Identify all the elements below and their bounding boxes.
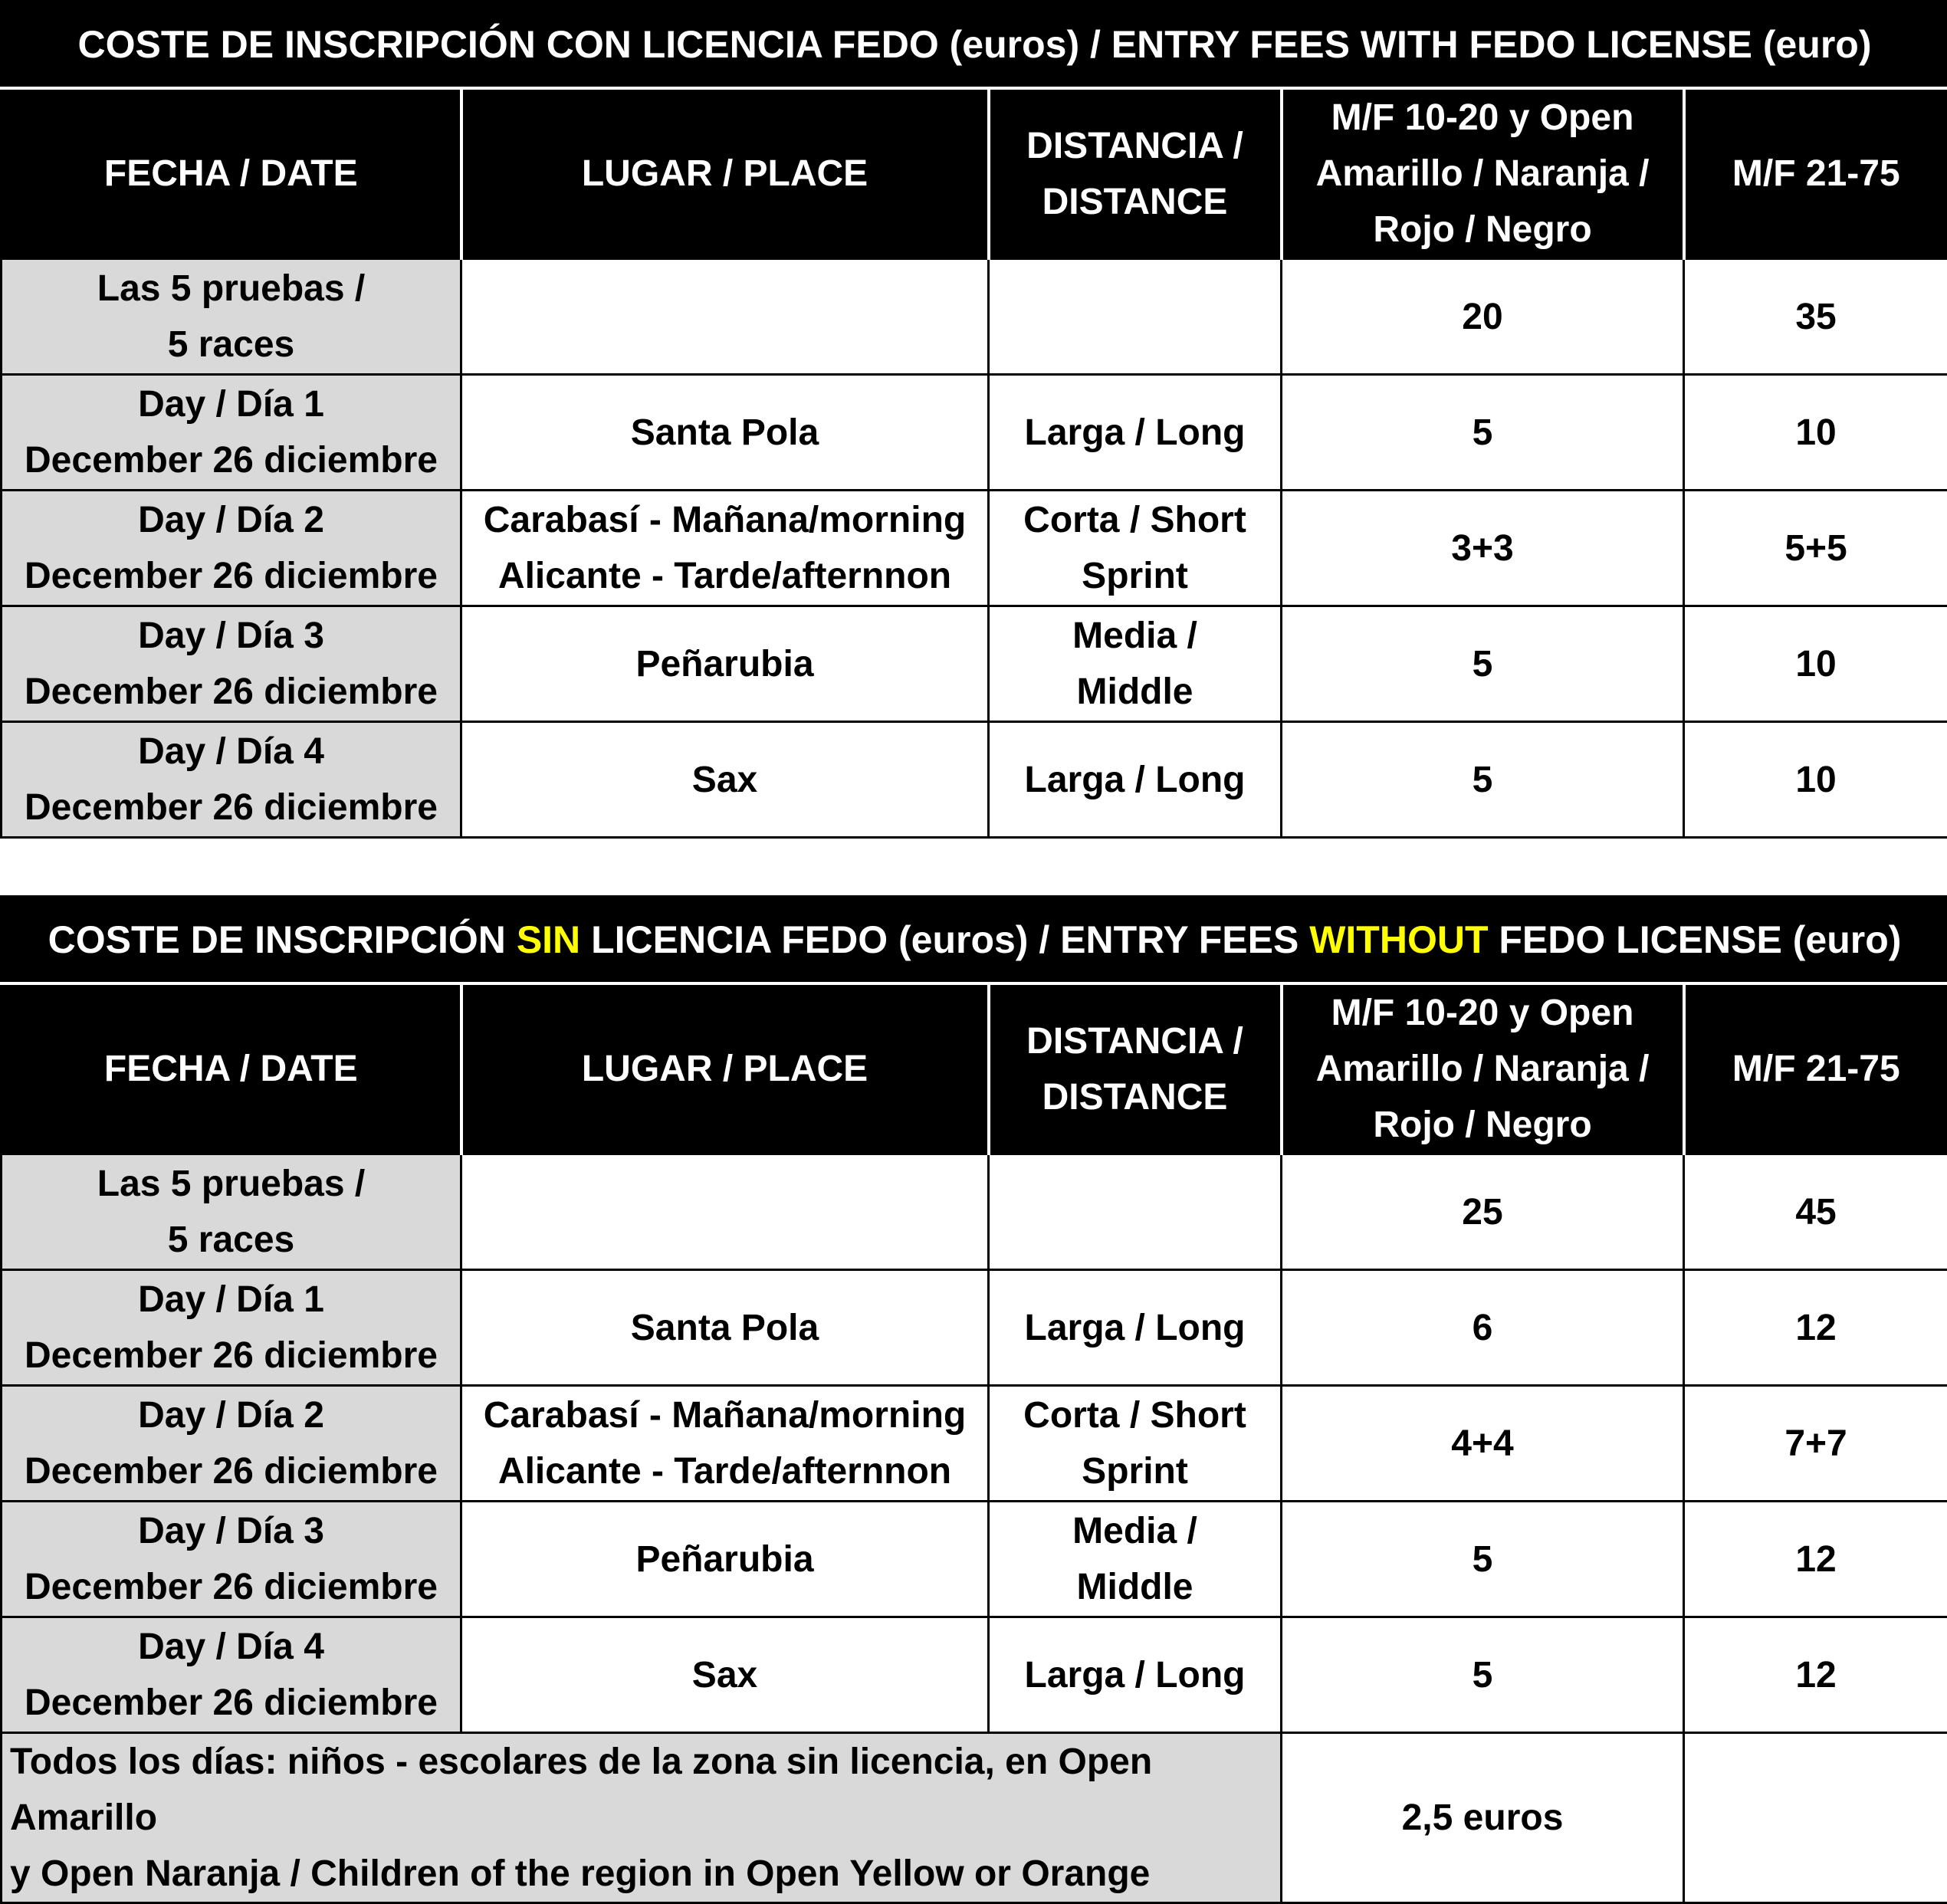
- fee-junior-cell: 20: [1282, 259, 1684, 375]
- place-cell: [461, 1386, 989, 1502]
- distance-cell-line: Larga / Long: [994, 1647, 1276, 1703]
- date-cell: [2, 1386, 461, 1502]
- fee-junior-cell: 4+4: [1282, 1386, 1684, 1502]
- place-cell-line: Peñarubia: [467, 1531, 983, 1587]
- table-row: [2, 1617, 1947, 1733]
- table-body: [2, 1154, 1947, 1733]
- fee-senior-cell: 12: [1684, 1270, 1947, 1386]
- distance-cell-line: Corta / Short: [994, 1387, 1276, 1443]
- fee-senior-cell: 12: [1684, 1502, 1947, 1617]
- distance-cell-line: Larga / Long: [994, 752, 1276, 808]
- place-cell-line: Carabasí - Mañana/morning: [467, 1387, 983, 1443]
- date-cell-line: Day / Día 2: [7, 492, 455, 548]
- date-cell-line: December 26 diciembre: [7, 1328, 455, 1384]
- header-line: DISTANCE: [995, 174, 1276, 230]
- table-row: [2, 1502, 1947, 1617]
- header-date: FECHA / DATE: [2, 983, 461, 1154]
- distance-cell: [989, 1617, 1282, 1733]
- fee-senior-cell: 5+5: [1684, 491, 1947, 606]
- place-cell: [461, 375, 989, 491]
- title-part: LICENCIA FEDO (euros) / ENTRY FEES: [580, 918, 1309, 961]
- header-place: LUGAR / PLACE: [461, 983, 989, 1154]
- header-junior-open: [1282, 88, 1684, 259]
- distance-cell-line: Middle: [994, 664, 1276, 720]
- header-line: Rojo / Negro: [1288, 1097, 1678, 1153]
- title-row: [2, 2, 1947, 89]
- date-cell-line: Day / Día 3: [7, 608, 455, 664]
- date-cell-line: Day / Día 3: [7, 1503, 455, 1559]
- footer-note: [2, 1733, 1282, 1903]
- title-highlight-sin: SIN: [517, 918, 580, 961]
- fee-senior-cell: 7+7: [1684, 1386, 1947, 1502]
- header-line: DISTANCIA /: [995, 1013, 1276, 1069]
- distance-cell-line: Corta / Short: [994, 492, 1276, 548]
- fee-junior-cell: 5: [1282, 1617, 1684, 1733]
- distance-cell: [989, 1154, 1282, 1270]
- date-cell-line: December 26 diciembre: [7, 1675, 455, 1731]
- distance-cell: [989, 491, 1282, 606]
- date-cell-line: December 26 diciembre: [7, 1559, 455, 1615]
- place-cell-line: Sax: [467, 1647, 983, 1703]
- fee-junior-cell: 5: [1282, 722, 1684, 838]
- date-cell-line: December 26 diciembre: [7, 548, 455, 604]
- distance-cell: [989, 722, 1282, 838]
- date-cell: [2, 1154, 461, 1270]
- place-cell-line: Carabasí - Mañana/morning: [467, 492, 983, 548]
- place-cell-line: Santa Pola: [467, 1300, 983, 1356]
- title-row: [2, 897, 1947, 984]
- header-line: Amarillo / Naranja /: [1288, 146, 1678, 202]
- header-junior-open: [1282, 983, 1684, 1154]
- date-cell-line: December 26 diciembre: [7, 1443, 455, 1499]
- table-row: [2, 722, 1947, 838]
- place-cell: [461, 722, 989, 838]
- fee-senior-cell: 10: [1684, 606, 1947, 722]
- header-line: M/F 10-20 y Open: [1288, 985, 1678, 1041]
- date-cell-line: Day / Día 1: [7, 1272, 455, 1328]
- fee-senior-cell: 35: [1684, 259, 1947, 375]
- distance-cell-line: Larga / Long: [994, 405, 1276, 461]
- date-cell-line: Las 5 pruebas /: [7, 1156, 455, 1212]
- place-cell-line: Alicante - Tarde/afternnon: [467, 1443, 983, 1499]
- date-cell-line: Day / Día 2: [7, 1387, 455, 1443]
- header-line: M/F 10-20 y Open: [1288, 90, 1678, 146]
- footer-note-line: Todos los días: niños - escolares de la zona sin licencia, en Open Amarillo: [10, 1734, 1276, 1846]
- header-row: [2, 983, 1947, 1154]
- place-cell: [461, 1502, 989, 1617]
- date-cell: [2, 606, 461, 722]
- distance-cell-line: Sprint: [994, 548, 1276, 604]
- footer-row: [2, 1733, 1947, 1903]
- date-cell-line: December 26 diciembre: [7, 432, 455, 488]
- table-row: [2, 1386, 1947, 1502]
- header-line: Amarillo / Naranja /: [1288, 1041, 1678, 1097]
- fee-senior-cell: 10: [1684, 375, 1947, 491]
- title-part: FEDO LICENSE (euro): [1488, 918, 1901, 961]
- title-part: COSTE DE INSCRIPCIÓN: [48, 918, 517, 961]
- table-row: [2, 1154, 1947, 1270]
- place-cell-line: Santa Pola: [467, 405, 983, 461]
- distance-cell-line: Larga / Long: [994, 1300, 1276, 1356]
- table-row: [2, 375, 1947, 491]
- header-place: LUGAR / PLACE: [461, 88, 989, 259]
- distance-cell-line: Media /: [994, 608, 1276, 664]
- distance-cell: [989, 1386, 1282, 1502]
- fee-junior-cell: 6: [1282, 1270, 1684, 1386]
- date-cell: [2, 722, 461, 838]
- place-cell-line: Alicante - Tarde/afternnon: [467, 548, 983, 604]
- distance-cell: [989, 606, 1282, 722]
- place-cell: [461, 491, 989, 606]
- date-cell: [2, 1270, 461, 1386]
- place-cell-line: Sax: [467, 752, 983, 808]
- date-cell: [2, 1617, 461, 1733]
- date-cell-line: December 26 diciembre: [7, 780, 455, 835]
- distance-cell: [989, 259, 1282, 375]
- fees-table-with-license: [0, 0, 1947, 839]
- distance-cell: [989, 1270, 1282, 1386]
- date-cell: [2, 259, 461, 375]
- header-senior: M/F 21-75: [1684, 88, 1947, 259]
- fee-junior-cell: 3+3: [1282, 491, 1684, 606]
- date-cell-line: December 26 diciembre: [7, 664, 455, 720]
- header-distance: [989, 88, 1282, 259]
- table-row: [2, 259, 1947, 375]
- distance-cell: [989, 1502, 1282, 1617]
- footer-value: 2,5 euros: [1282, 1733, 1684, 1903]
- footer-senior: [1684, 1733, 1947, 1903]
- place-cell: [461, 1270, 989, 1386]
- table-body: [2, 259, 1947, 838]
- table-row: [2, 491, 1947, 606]
- date-cell: [2, 375, 461, 491]
- distance-cell-line: Sprint: [994, 1443, 1276, 1499]
- header-distance: [989, 983, 1282, 1154]
- title-highlight-without: WITHOUT: [1309, 918, 1488, 961]
- footer-note-line: y Open Naranja / Children of the region in Open Yellow or Orange: [10, 1846, 1276, 1902]
- table-row: [2, 606, 1947, 722]
- date-cell-line: Las 5 pruebas /: [7, 261, 455, 317]
- fee-senior-cell: 45: [1684, 1154, 1947, 1270]
- date-cell-line: Day / Día 4: [7, 724, 455, 780]
- header-line: Rojo / Negro: [1288, 202, 1678, 258]
- date-cell-line: 5 races: [7, 1212, 455, 1268]
- fee-junior-cell: 5: [1282, 606, 1684, 722]
- fee-junior-cell: 5: [1282, 375, 1684, 491]
- date-cell: [2, 1502, 461, 1617]
- fees-table-without-license: [0, 895, 1947, 1904]
- distance-cell-line: Middle: [994, 1559, 1276, 1615]
- date-cell-line: 5 races: [7, 317, 455, 373]
- place-cell-line: Peñarubia: [467, 636, 983, 692]
- date-cell-line: Day / Día 4: [7, 1619, 455, 1675]
- date-cell-line: Day / Día 1: [7, 376, 455, 432]
- header-senior: M/F 21-75: [1684, 983, 1947, 1154]
- place-cell: [461, 606, 989, 722]
- place-cell: [461, 1617, 989, 1733]
- table-title: [2, 897, 1947, 984]
- table-title: COSTE DE INSCRIPCIÓN CON LICENCIA FEDO (euros) / ENTRY FEES WITH FEDO LICENSE (euro): [2, 2, 1947, 89]
- header-line: DISTANCIA /: [995, 118, 1276, 174]
- place-cell: [461, 259, 989, 375]
- header-line: DISTANCE: [995, 1069, 1276, 1125]
- distance-cell: [989, 375, 1282, 491]
- header-date: FECHA / DATE: [2, 88, 461, 259]
- table-row: [2, 1270, 1947, 1386]
- fee-junior-cell: 25: [1282, 1154, 1684, 1270]
- date-cell: [2, 491, 461, 606]
- fee-senior-cell: 10: [1684, 722, 1947, 838]
- fee-senior-cell: 12: [1684, 1617, 1947, 1733]
- place-cell: [461, 1154, 989, 1270]
- distance-cell-line: Media /: [994, 1503, 1276, 1559]
- fee-junior-cell: 5: [1282, 1502, 1684, 1617]
- header-row: [2, 88, 1947, 259]
